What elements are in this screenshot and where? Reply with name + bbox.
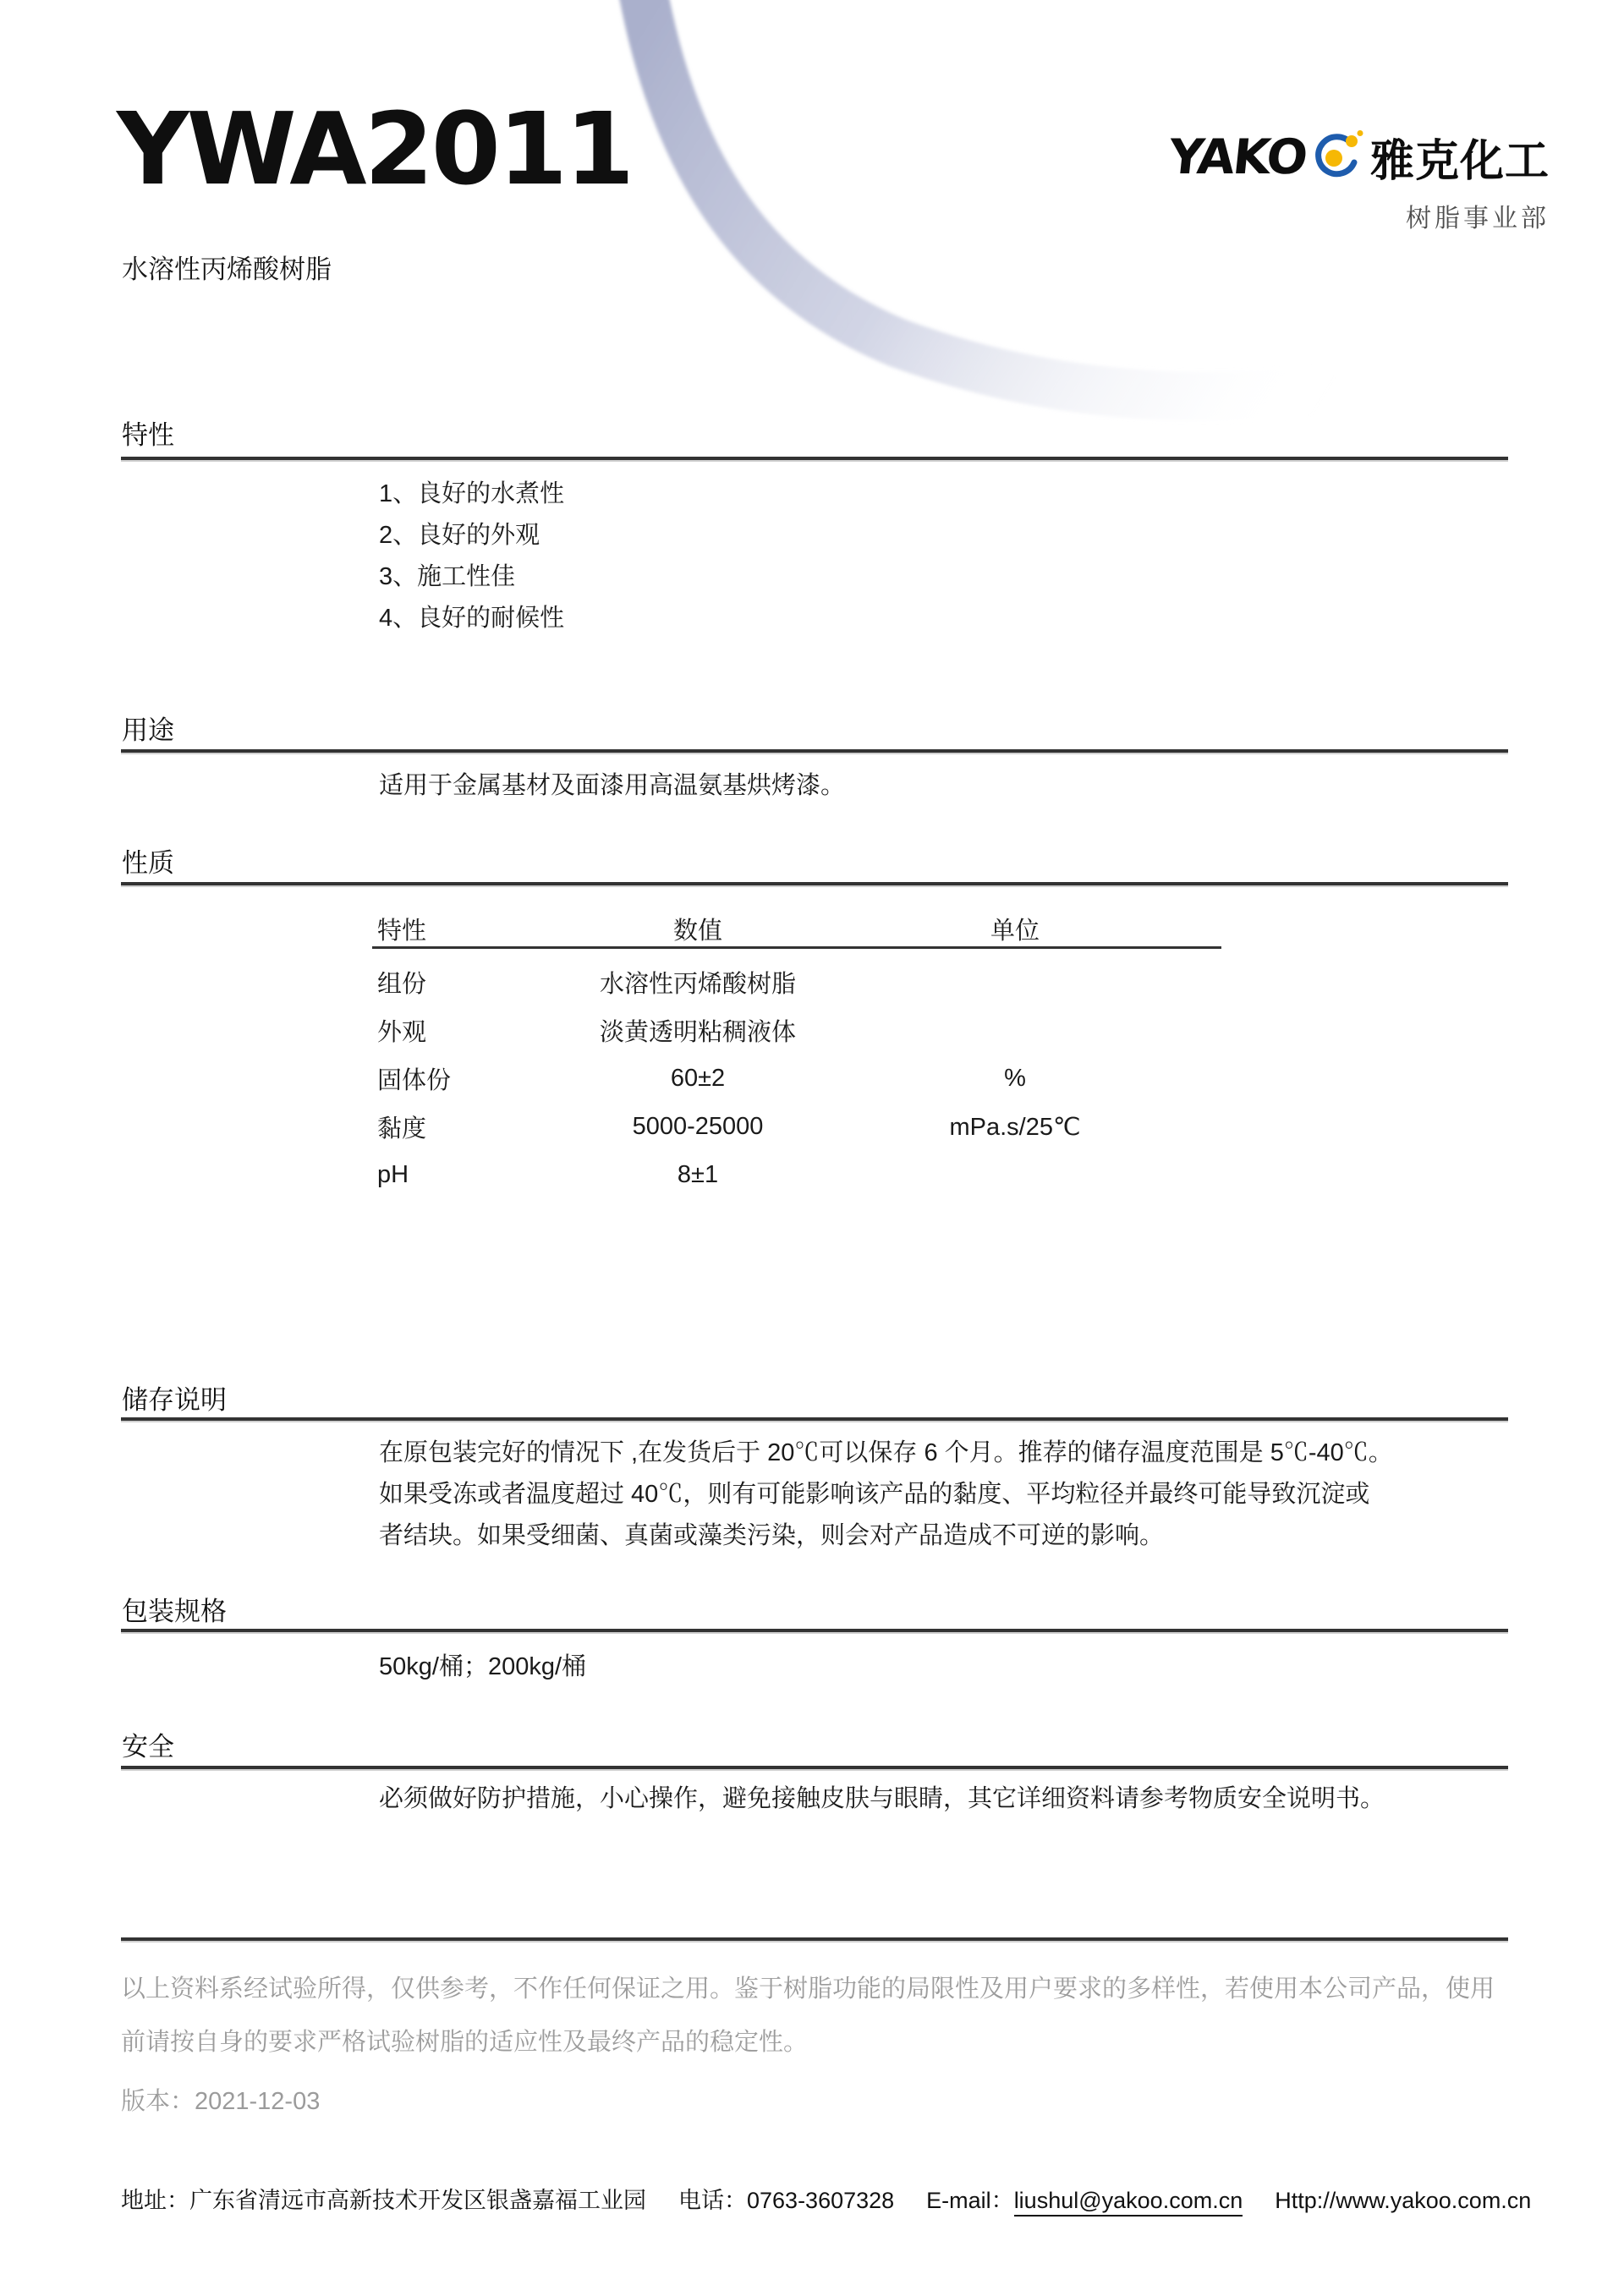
unit-cell: mPa.s/25℃ [949,1114,1081,1141]
section-heading-properties: 性质 [122,848,174,878]
rule-usage [121,749,1508,753]
brand-logo [1160,125,1550,234]
unit-cell: % [1004,1065,1026,1092]
email-group [926,2182,1243,2215]
column-header-property: 特性 [377,917,427,945]
version-label: 版本：2021-12-03 [121,2088,321,2115]
value-cell: 8±1 [677,1161,719,1188]
yako-orbit-icon [1311,130,1365,184]
table-row [377,1103,1223,1151]
brand-logo-row [1160,125,1550,189]
footer-contact-line [121,2182,1531,2215]
property-cell: 外观 [377,1019,427,1046]
email-prefix-label: E-mail： [926,2188,1014,2213]
column-header-unit: 单位 [990,917,1040,945]
division-name: 树脂事业部 [1406,205,1550,233]
safety-text: 必须做好防护措施，小心操作，避免接触皮肤与眼睛，其它详细资料请参考物质安全说明书。 [379,1785,1385,1812]
product-code-title: YWA2011 [117,90,633,207]
column-header-value: 数值 [672,917,722,945]
section-heading-packaging: 包装规格 [122,1597,227,1626]
phone-label: 电话：0763-3607328 [678,2188,895,2213]
property-cell: 组份 [377,971,427,998]
table-row [377,958,1223,1006]
value-cell: 60±2 [670,1065,726,1092]
properties-table-header-row [377,910,1223,947]
property-cell: 固体份 [377,1067,452,1094]
rule-properties [121,882,1508,885]
value-cell: 5000-25000 [632,1113,764,1140]
value-cell: 淡黄透明粘稠液体 [599,1019,796,1046]
website-label: Http://www.yakoo.com.cn [1275,2188,1532,2213]
rule-storage [121,1417,1508,1421]
value-cell: 水溶性丙烯酸树脂 [599,971,796,998]
company-name: 雅克化工 [1369,137,1550,186]
feature-item: 3、施工性佳 [379,563,516,590]
rule-safety [121,1766,1508,1769]
storage-line: 在原包装完好的情况下 ,在发货后于 20℃可以保存 6 个月。推荐的储存温度范围是 5℃-40℃。 [379,1439,1393,1466]
disclaimer-line: 前请按自身的要求严格试验树脂的适应性及最终产品的稳定性。 [121,2029,809,2056]
table-row [377,1006,1223,1055]
rule-packaging [121,1629,1508,1632]
feature-item: 4、良好的耐候性 [379,605,565,632]
feature-item: 2、良好的外观 [379,522,540,549]
yako-logotype: YAKO [1166,129,1309,185]
table-row [377,1151,1223,1199]
table-row [377,1055,1223,1103]
packaging-text: 50kg/桶；200kg/桶 [379,1653,587,1680]
rule-features [121,457,1508,460]
storage-line: 者结块。如果受细菌、真菌或藻类污染，则会对产品造成不可逆的影响。 [379,1522,1165,1549]
properties-table [377,910,1223,1199]
section-heading-storage: 储存说明 [122,1385,227,1415]
product-subtitle: 水溶性丙烯酸树脂 [122,255,332,284]
section-heading-usage: 用途 [122,715,174,745]
storage-text [379,1433,1393,1557]
table-header-underline [372,946,1221,949]
email-link[interactable]: liushul@yakoo.com.cn [1014,2188,1243,2217]
address-label: 地址：广东省清远市高新技术开发区银盏嘉福工业园 [121,2188,646,2213]
disclaimer-line: 以上资料系经试验所得，仅供参考，不作任何保证之用。鉴于树脂功能的局限性及用户要求的多样性，若使用本公司产品，使用 [121,1975,1495,2003]
property-cell: 黏度 [377,1115,427,1143]
storage-line: 如果受冻或者温度超过 40℃，则有可能影响该产品的黏度、平均粒径并最终可能导致沉淀或 [379,1481,1370,1508]
property-cell: pH [377,1161,409,1188]
feature-item: 1、良好的水煮性 [379,480,565,507]
section-heading-safety: 安全 [122,1732,174,1762]
section-heading-features: 特性 [122,420,174,450]
rule-disclaimer [121,1937,1508,1941]
usage-text: 适用于金属基材及面漆用高温氨基烘烤漆。 [379,772,846,799]
feature-list [379,474,564,639]
